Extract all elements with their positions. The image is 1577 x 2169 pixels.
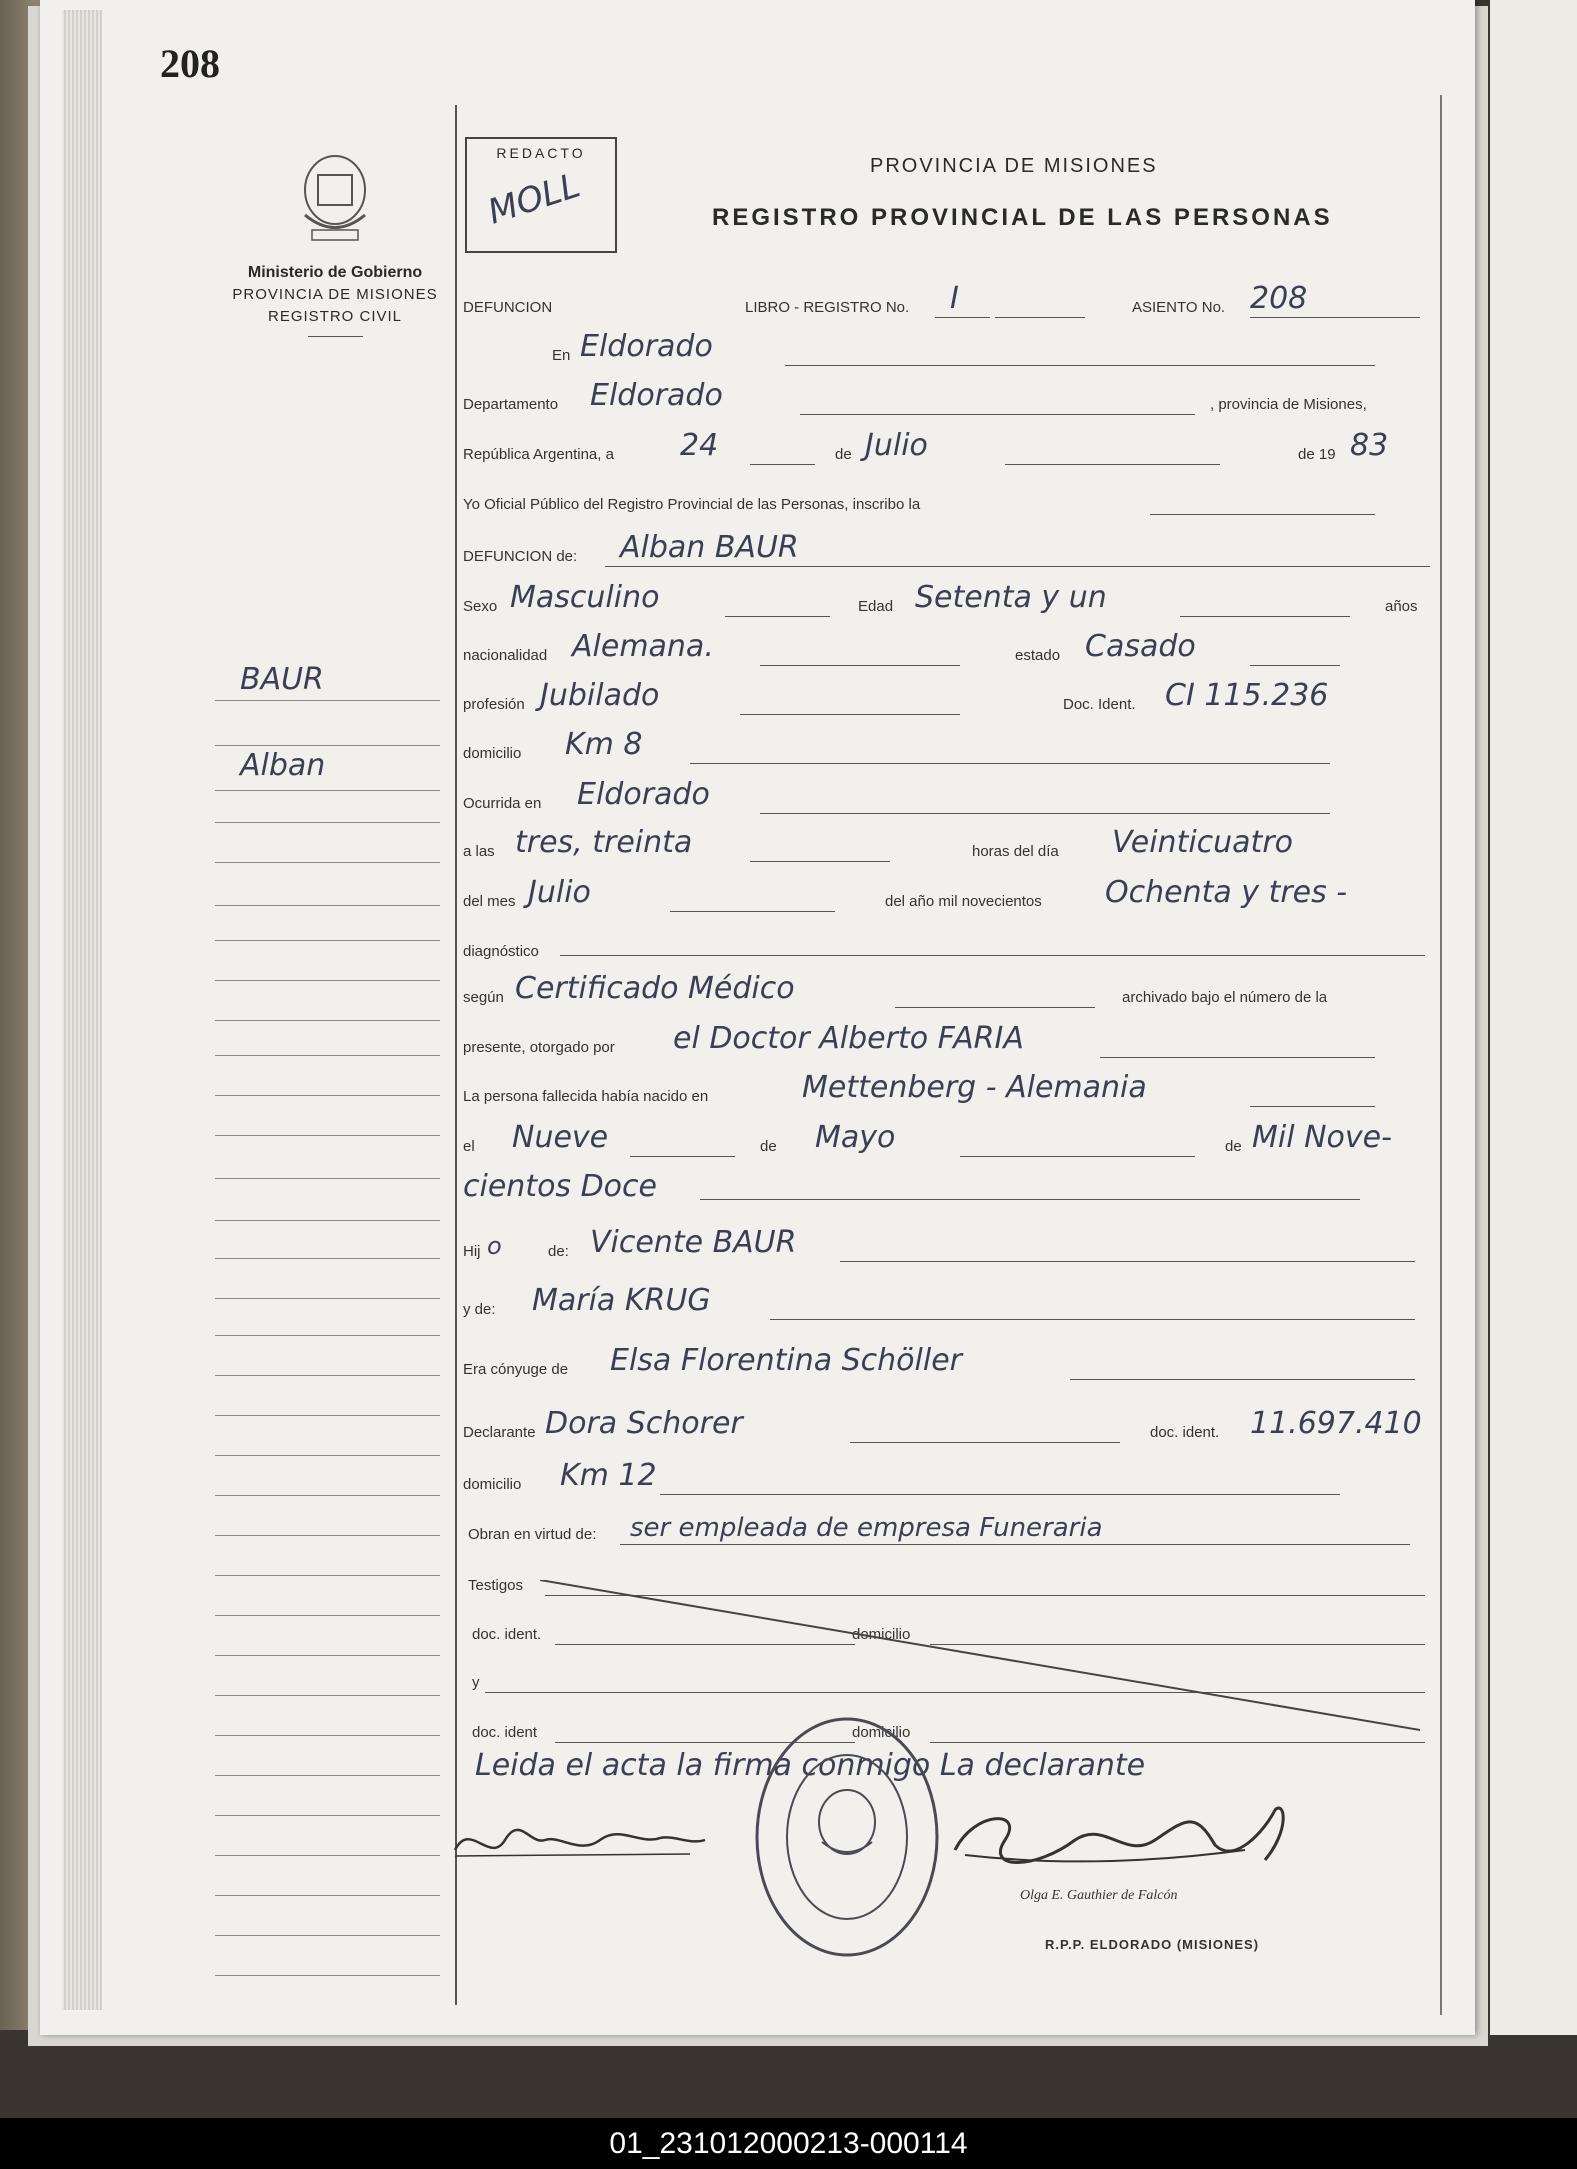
margin-surname: BAUR (240, 662, 324, 697)
row-obran (460, 1505, 1430, 1549)
edad-label: Edad (858, 598, 894, 615)
official-office: R.P.P. ELDORADO (MISIONES) (1045, 1937, 1260, 1952)
cancellation-line (540, 1580, 1420, 1760)
libro-value: I (950, 281, 959, 316)
inscribo-text: Yo Oficial Público del Registro Provincial de las Personas, inscribo la (463, 496, 921, 513)
official-name: Olga E. Gauthier de Falcón (1020, 1888, 1178, 1903)
row-diagnostico (460, 922, 1430, 966)
margin-rule (215, 1895, 440, 1896)
margin-given-name: Alban (240, 748, 326, 783)
margin-rule (215, 1935, 440, 1936)
row-presente (460, 1018, 1430, 1062)
horas-label: horas del día (972, 843, 1059, 860)
margin-rule (215, 1135, 440, 1136)
a-las-label: a las (463, 843, 495, 860)
defuncion-de-label: DEFUNCION de: (463, 548, 578, 565)
stamp-label: REDACTO (496, 145, 586, 161)
province-heading: PROVINCIA DE MISIONES (870, 155, 1158, 177)
hijo-label: Hij (463, 1243, 481, 1260)
conyuge-label: Era cónyuge de (463, 1361, 569, 1378)
mes-value: Mayo (815, 1120, 896, 1155)
margin-rule (215, 980, 440, 981)
row-fecha-nacimiento (460, 1117, 1430, 1161)
row-departamento (460, 375, 1430, 419)
declarante-label: Declarante (463, 1424, 536, 1441)
row-defuncion-de (460, 527, 1430, 571)
diagnostico-label: diagnóstico (463, 943, 539, 960)
el-label: el (463, 1138, 475, 1155)
margin-rule (215, 905, 440, 906)
padre-value: Vicente BAUR (590, 1225, 797, 1260)
row-segun (460, 968, 1430, 1012)
profesion-value: Jubilado (540, 678, 660, 713)
domicilio-value: Km 8 (565, 727, 643, 762)
anio-nac-value: Mil Nove- (1252, 1120, 1392, 1155)
margin-rule (215, 745, 440, 746)
margin-rule (215, 1655, 440, 1656)
doc-ident-label: Doc. Ident. (1063, 696, 1136, 713)
conyuge-value: Elsa Florentina Schöller (610, 1343, 962, 1378)
row-nacionalidad (460, 626, 1430, 670)
de-label-3: de (1225, 1138, 1242, 1155)
declarant-signature (450, 1810, 710, 1870)
ocurrida-label: Ocurrida en (463, 795, 542, 812)
margin-rule (215, 1298, 440, 1299)
margin-rule (215, 700, 440, 701)
row-ocurrida (460, 774, 1430, 818)
margin-rule (215, 1220, 440, 1221)
page-number: 208 (160, 41, 220, 86)
margin-rule (215, 1735, 440, 1736)
redacto-stamp (465, 137, 617, 253)
departamento-value: Eldorado (590, 378, 723, 413)
margin-rule (215, 1775, 440, 1776)
doc-ident4-label: doc. ident (472, 1724, 538, 1741)
margin-rule (215, 1258, 440, 1259)
year-prefix: de 19 (1298, 446, 1336, 463)
row-anio-nacimiento-cont (460, 1166, 1430, 1210)
margin-rule (215, 940, 440, 941)
row-closing (460, 1745, 1430, 1789)
margin-rule (215, 1615, 440, 1616)
margin-rule (215, 1055, 440, 1056)
margin-rule (215, 1535, 440, 1536)
del-mes-label: del mes (463, 893, 516, 910)
archivado-label: archivado bajo el número de la (1122, 989, 1328, 1006)
republica-label: República Argentina, a (463, 446, 614, 463)
sexo-label: Sexo (463, 598, 498, 615)
doc-ident3-label: doc. ident. (472, 1626, 542, 1643)
row-domicilio-2 (460, 1455, 1430, 1499)
row-en (460, 326, 1430, 370)
y-de-label: y de: (463, 1301, 496, 1318)
column-divider (455, 105, 457, 2005)
margin-rule (215, 1020, 440, 1021)
margin-rule (215, 1095, 440, 1096)
day-value: 24 (680, 428, 719, 463)
ministry-header (200, 262, 470, 337)
divider (308, 336, 363, 337)
presente-value: el Doctor Alberto FARIA (673, 1021, 1024, 1056)
closing-value: Leida el acta la firma conmigo La declarante (475, 1748, 1146, 1783)
testigos-label: Testigos (468, 1577, 524, 1594)
margin-rule (215, 1455, 440, 1456)
asiento-value: 208 (1250, 281, 1308, 316)
row-conyuge (460, 1340, 1430, 1384)
margin-rule (215, 1375, 440, 1376)
domicilio-label: domicilio (463, 745, 522, 762)
row-libro (460, 278, 1430, 322)
doc-ident-value: CI 115.236 (1165, 678, 1329, 713)
official-seal-icon (752, 1712, 942, 1962)
domicilio2-label: domicilio (463, 1476, 522, 1493)
margin-rule (215, 1815, 440, 1816)
row-domicilio (460, 724, 1430, 768)
stamp-handwritten: MOLL (483, 165, 585, 233)
libro-label: LIBRO - REGISTRO No. (745, 299, 910, 316)
sexo-value: Masculino (510, 580, 660, 615)
doc-ident2-value: 11.697.410 (1250, 1406, 1422, 1441)
row-profesion (460, 675, 1430, 719)
row-a-las (460, 822, 1430, 866)
anio-nac-value-2: cientos Doce (463, 1169, 657, 1204)
margin-rule (215, 1335, 440, 1336)
obran-value: ser empleada de empresa Funeraria (630, 1513, 1103, 1543)
footer-id: 01_231012000213-000114 (0, 2118, 1577, 2169)
presente-label: presente, otorgado por (463, 1039, 615, 1056)
row-sexo (460, 577, 1430, 621)
registry-heading: REGISTRO PROVINCIAL DE LAS PERSONAS (712, 204, 1333, 231)
row-inscribo (460, 475, 1430, 519)
doc-ident2-label: doc. ident. (1150, 1424, 1220, 1441)
ocurrida-value: Eldorado (577, 777, 710, 812)
ministry-title: Ministerio de Gobierno (247, 264, 423, 281)
obran-label: Obran en virtud de: (468, 1526, 597, 1543)
profesion-label: profesión (463, 696, 525, 713)
margin-rule (215, 1178, 440, 1179)
ministry-registry: REGISTRO CIVIL (267, 308, 403, 325)
anios-label: años (1385, 598, 1418, 615)
defuncion-de-value: Alban BAUR (620, 530, 799, 565)
asiento-label: ASIENTO No. (1132, 299, 1226, 316)
nacido-label: La persona fallecida había nacido en (463, 1088, 709, 1105)
hijo-suffix: o (487, 1232, 502, 1260)
nacido-value: Mettenberg - Alemania (802, 1070, 1147, 1105)
official-signature (945, 1790, 1325, 1900)
page-edge-stripes (62, 10, 102, 2010)
en-value: Eldorado (580, 329, 713, 364)
declarante-value: Dora Schorer (545, 1406, 743, 1441)
horas-value: Veinticuatro (1112, 825, 1294, 860)
domicilio4-label: domicilio (852, 1724, 911, 1741)
estado-label: estado (1015, 647, 1061, 664)
margin-rule (215, 822, 440, 823)
year-value: 83 (1350, 428, 1389, 463)
segun-label: según (463, 989, 504, 1006)
nacionalidad-label: nacionalidad (463, 647, 548, 664)
edad-value: Setenta y un (915, 580, 1107, 615)
y-label: y (472, 1674, 480, 1691)
row-del-mes (460, 872, 1430, 916)
de-label-2: de (760, 1138, 777, 1155)
anio-mil-label: del año mil novecientos (885, 893, 1042, 910)
a-las-value: tres, treinta (515, 825, 693, 860)
row-madre (460, 1280, 1430, 1324)
month-value: Julio (865, 428, 928, 463)
right-border (1440, 95, 1442, 2015)
madre-value: María KRUG (532, 1283, 711, 1318)
row-declarante (460, 1403, 1430, 1447)
del-mes-value: Julio (528, 875, 591, 910)
row-republica (460, 425, 1430, 469)
right-page-edge (1490, 0, 1577, 2035)
margin-rule (215, 862, 440, 863)
ministry-province: PROVINCIA DE MISIONES (232, 286, 438, 303)
margin-rule (215, 1495, 440, 1496)
margin-rule (215, 1975, 440, 1976)
anio-mil-value: Ochenta y tres - (1105, 875, 1348, 910)
estado-value: Casado (1085, 629, 1196, 664)
coat-of-arms-icon (290, 145, 380, 245)
segun-value: Certificado Médico (515, 971, 795, 1006)
row-nacido (460, 1067, 1430, 1111)
margin-rule (215, 790, 440, 791)
en-label: En (552, 347, 571, 364)
margin-rule (215, 1575, 440, 1576)
margin-rule (215, 1695, 440, 1696)
margin-rule (215, 1415, 440, 1416)
defuncion-label: DEFUNCION (463, 299, 553, 316)
row-padre (460, 1222, 1430, 1266)
margin-rule (215, 1855, 440, 1856)
domicilio3-label: domicilio (852, 1626, 911, 1643)
de-label: de (835, 446, 852, 463)
provincia-suffix: , provincia de Misiones, (1210, 396, 1367, 413)
departamento-label: Departamento (463, 396, 559, 413)
el-value: Nueve (512, 1120, 609, 1155)
nacionalidad-value: Alemana. (572, 629, 714, 664)
domicilio2-value: Km 12 (560, 1458, 657, 1493)
hijo-de-label: de: (548, 1243, 569, 1260)
